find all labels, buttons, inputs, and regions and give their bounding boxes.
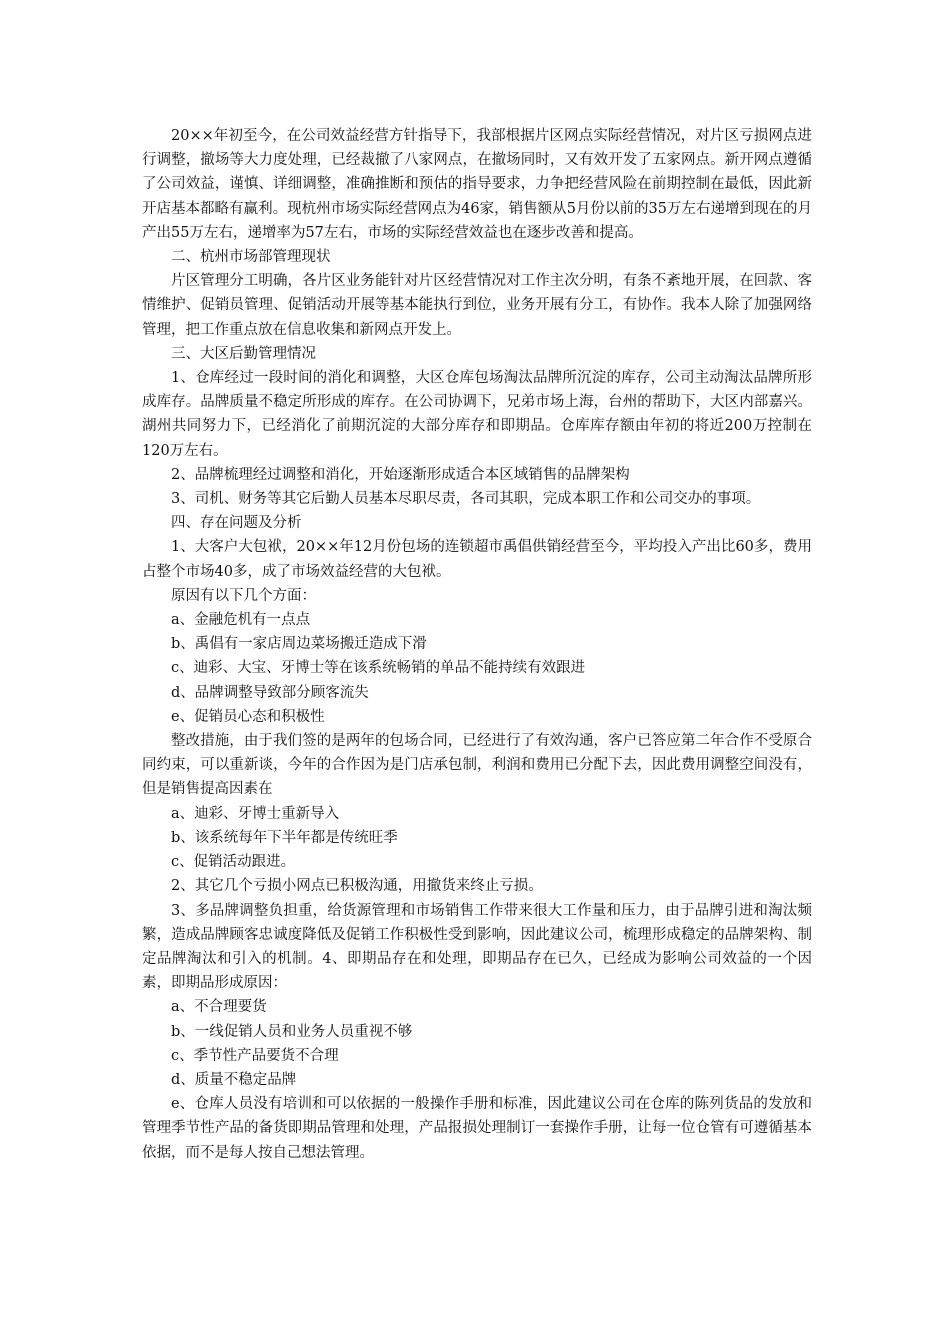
list-item: b、一线促销人员和业务人员重视不够: [171, 1023, 413, 1040]
list-item: 2、品牌梳理经过调整和消化，开始逐渐形成适合本区域销售的品牌架构: [171, 466, 630, 483]
paragraph-multi-brand: 3、多品牌调整负担重，给货源管理和市场销售工作带来很大工作量和压力，由于品牌引进和淘汰频繁，造成品牌顾客忠诚度降低及促销工作积极性受到影响，因此建议公司，梳理形成稳定的品牌架构、制定品牌淘汰和引入的机制。4、即期品存在和处理，即期品存在已久，已经成为影响公司效益的一个因素，即期品形成原因：: [142, 902, 812, 992]
section-heading-2: 二、杭州市场部管理现状: [171, 249, 331, 266]
paragraph-logistics: 3、司机、财务等其它后勤人员基本尽职尽责，各司其职，完成本职工作和公司交办的事项。: [171, 491, 761, 508]
list-item: d、质量不稳定品牌: [171, 1071, 297, 1088]
document-body: [142, 124, 812, 1165]
paragraph-management: 片区管理分工明确，各片区业务能针对片区经营情况对工作主次分明，有条不紊地开展，在回款、客情维护、促销员管理、促销活动开展等基本能执行到位，业务开展有分工，有协作。我本人除了加强网络管理，把工作重点放在信息收集和新网点开发上。: [142, 273, 812, 338]
paragraph-warehouse: 1、仓库经过一段时间的消化和调整，大区仓库包场淘汰品牌所沉淀的库存，公司主动淘汰品牌所形成库存。品牌质量不稳定所形成的库存。在公司协调下，兄弟市场上海，台州的帮助下，大区内部嘉兴。湖州共同努力下，已经消化了前期沉淀的大部分库存和即期品。仓库库存额由年初的将近200万控制在120万左右。: [142, 370, 812, 459]
list-item: e、促销员心态和积极性: [171, 708, 325, 725]
list-item: a、金融危机有一点点: [171, 612, 311, 629]
paragraph-warehouse-training: e、仓库人员没有培训和可以依据的一般操作手册和标准，因此建议公司在仓库的陈列货品的发放和管理季节性产品的备货即期品管理和处理，产品报损处理制订一套操作手册，让每一位仓管有可遵循基本依据，而不是每人按自己想法管理。: [142, 1096, 812, 1161]
list-item: c、迪彩、大宝、牙博士等在该系统畅销的单品不能持续有效跟进: [171, 660, 586, 677]
section-heading-4: 四、存在问题及分析: [171, 515, 302, 532]
list-item: 2、其它几个亏损小网点已积极沟通，用撤货来终止亏损。: [171, 878, 543, 895]
paragraph-rectification: 整改措施，由于我们签的是两年的包场合同，已经进行了有效沟通，客户已答应第二年合作不受原合同约束，可以重新谈，今年的合作因为是门店承包制，利润和费用已分配下去，因此费用调整空间没有，但是销售提高因素在: [142, 733, 812, 798]
paragraph-intro: 20××年初至今，在公司效益经营方针指导下，我部根据片区网点实际经营情况，对片区亏损网点进行调整，撤场等大力度处理，已经裁撤了八家网点，在撤场同时，又有效开发了五家网点。新开网点遵循了公司效益，谨慎、详细调整，准确推断和预估的指导要求，力争把经营风险在前期控制在最低，因此新开店基本都略有赢利。现杭州市场实际经营网点为46家，销售额从5月份以前的35万左右递增到现在的月产出55万左右，递增率为57左右，市场的实际经营效益也在逐步改善和提高。: [142, 128, 812, 241]
list-item: a、不合理要货: [171, 999, 267, 1016]
section-heading-3: 三、大区后勤管理情况: [171, 345, 316, 362]
list-item: a、迪彩、牙博士重新导入: [171, 805, 340, 822]
paragraph-big-client: 1、大客户大包袱，20××年12月份包场的连锁超市禹倡供销经营至今，平均投入产出比60多，费用占整个市场40多，成了市场效益经营的大包袱。: [142, 539, 812, 580]
list-item: c、季节性产品要货不合理: [171, 1047, 339, 1064]
list-item: c、促销活动跟进。: [171, 854, 296, 871]
list-item: b、禹倡有一家店周边菜场搬迁造成下滑: [171, 636, 427, 653]
list-heading: 原因有以下几个方面：: [171, 587, 316, 604]
list-item: b、该系统每年下半年都是传统旺季: [171, 829, 398, 846]
list-item: d、品牌调整导致部分顾客流失: [171, 684, 369, 701]
